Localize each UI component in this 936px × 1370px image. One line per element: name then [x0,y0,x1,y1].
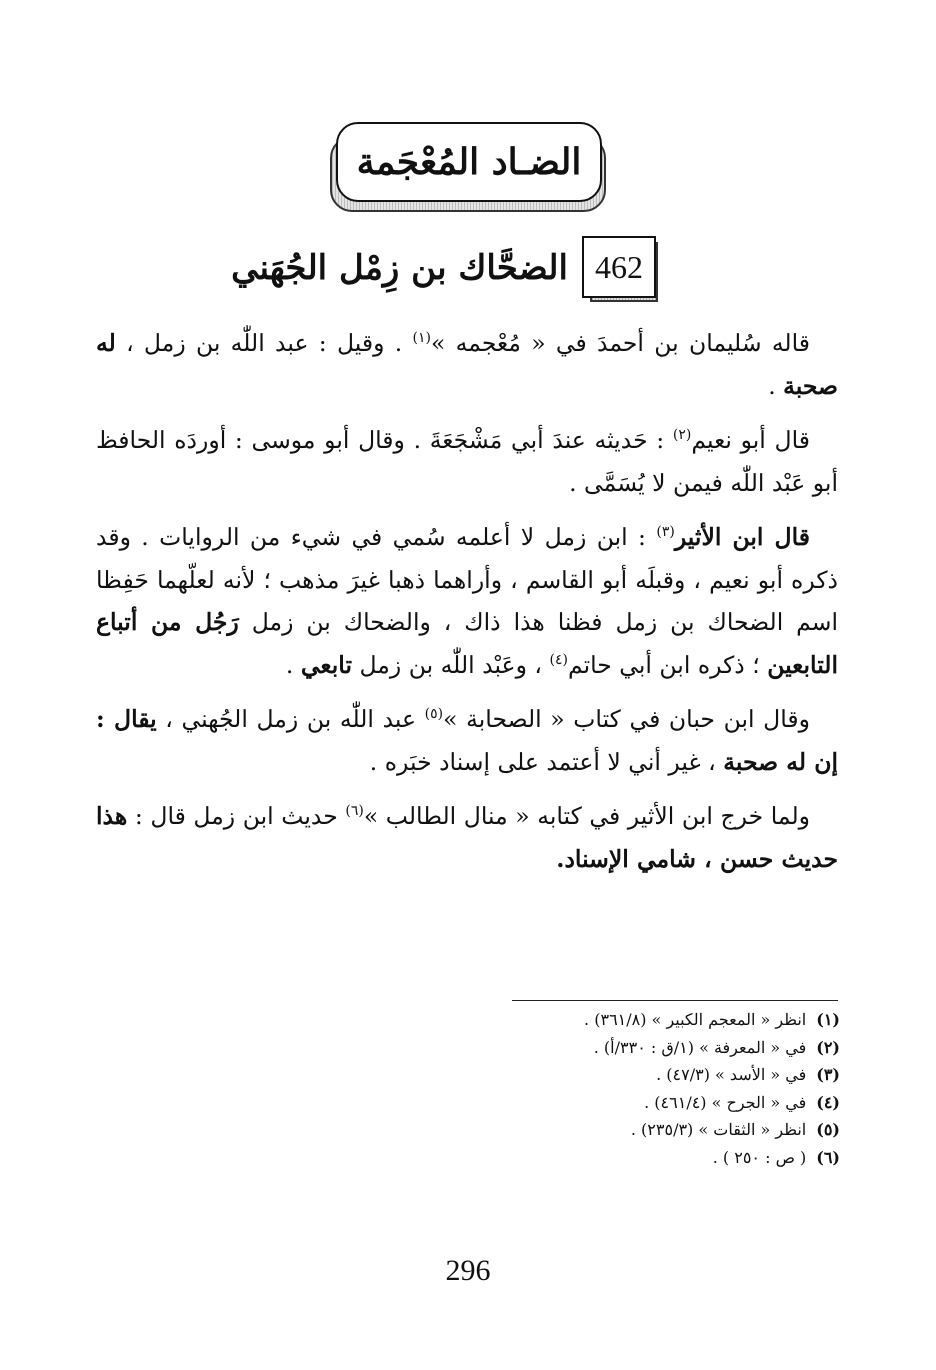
footnote [460,1116,840,1144]
bold-text: رَجُل من أتباع التابعين [96,608,838,679]
chapter-title: الضـاد المُعْجَمة [336,122,602,202]
bold-text: يقال : إن له صحبة [96,705,838,776]
footnote-ref: (١) [412,330,431,347]
paragraph [96,698,838,783]
paragraph [96,419,838,504]
footnote-text: انظر « المعجم الكبير » (٣٦١/٨) . [584,1010,807,1029]
footnote-number: (١) [816,1010,840,1029]
footnote-number: (٦) [816,1147,840,1167]
entry-number: 462 [582,236,656,298]
text-run: عبد اللّٰه بن زمل الجُهني ، [165,705,417,733]
bold-text: هذا حديث حسن ، شامي الإسناد [96,802,838,873]
text-run: . [285,650,294,679]
footnote-ref: (٢) [672,427,692,444]
text-run: . [768,371,776,400]
footnote-text: انظر « الثقات » (٢٣٥/٣) . [630,1120,807,1139]
text-run: . [556,844,565,873]
footnote [460,1089,840,1117]
text-run: ولما خرج ابن الأثير في كتابه « منال الطالب » [363,802,810,830]
footnotes [460,1006,840,1171]
text-run: : ابن زمل لا أعلمه سُمي في شيء من الروايات . وقد ذكره أبو نعيم ، وقبلَه أبو القاسم ، وأراهما ذهبا غيرَ مذهب ؛ لأنه لعلّهما حَفِظا اسم الضحاك بن زمل فظنا هذا ذاك ، والضحاك بن زمل [96,523,839,636]
footnote-text: في « الأسد » (٤٧/٣) . [656,1065,807,1084]
page-number: 296 [445,1254,491,1287]
text-run: : حَديثه عندَ أبي مَشْجَعَةَ . وقال أبو موسى : أوردَه الحافظ أبو عَبْد اللّٰه فيمن لا يُسَمَّى . [96,426,838,497]
text-run: . وقيل : عبد اللّٰه بن زمل ، [126,329,403,357]
text-run: قال أبو نعيم [691,426,810,454]
chapter-banner [322,122,604,210]
paragraph [96,795,838,880]
text-run: ، وعَبْد اللّٰه بن زمل [359,650,542,679]
footnote-ref: (٤) [549,651,568,668]
text-run: ؛ ذكره ابن أبي حاتم [567,650,760,679]
footnote-text: ( ص : ٢٥٠ ) . [712,1147,807,1167]
footnote [460,1006,840,1034]
text-run: قاله سُليمان بن أحمدَ في « مُعْجمه » [430,329,810,357]
footnote-number: (٢) [816,1037,840,1057]
footnote-number: (٣) [816,1065,840,1084]
footnote-text: في « الجرح » (٤٦١/٤) . [644,1092,807,1112]
footnote-text: في « المعرفة » (١/ق : ٣٣٠/أ) . [593,1037,807,1057]
text-run: وقال ابن حبان في كتاب « الصحابة » [443,705,810,733]
footnote [460,1061,840,1089]
text-run: ، غير أني لا أعتمد على إسناد خبَره . [369,747,716,776]
bold-text: قال ابن الأثير [674,523,810,551]
footnote [460,1034,840,1062]
footnote-divider [512,1000,838,1001]
footnote [460,1144,840,1172]
footnote-ref: (٣) [656,524,675,541]
bold-text: تابعي [300,650,352,679]
entry-body [96,322,838,892]
entry-title: الضحَّاك بن زِمْل الجُهَني [231,248,568,288]
footnote-ref: (٥) [424,706,444,723]
bold-text: له صحبة [96,329,838,400]
paragraph [96,322,838,407]
footnote-number: (٥) [816,1120,840,1139]
footnote-ref: (٦) [345,803,364,820]
text-run: حديث ابن زمل قال : [134,802,338,830]
paragraph [96,516,838,686]
footnote-number: (٤) [816,1092,840,1112]
